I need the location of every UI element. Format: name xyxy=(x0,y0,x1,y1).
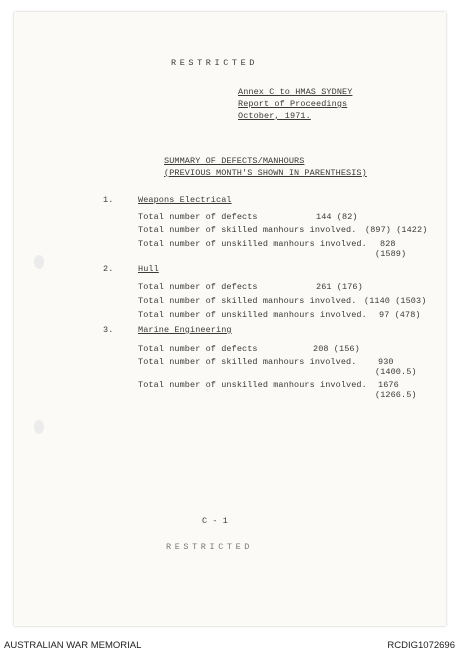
summary-subtitle: (PREVIOUS MONTH'S SHOWN IN PARENTHESIS) xyxy=(164,168,367,178)
row-value: 144 (82) xyxy=(316,212,358,222)
row-value: (1140 (1503) xyxy=(364,296,427,306)
row-value: 208 (156) xyxy=(313,344,360,354)
section-name: Weapons Electrical xyxy=(138,195,232,205)
section-name: Hull xyxy=(138,264,159,274)
section-name: Marine Engineering xyxy=(138,325,232,335)
section-number: 3. xyxy=(103,325,114,335)
row-label: Total number of defects xyxy=(138,282,258,292)
page-number: C - 1 xyxy=(202,516,229,526)
classification-bottom: RESTRICTED xyxy=(166,542,254,552)
row-value: 828 xyxy=(380,239,396,249)
archive-id: RCDIG1072696 xyxy=(387,640,455,651)
date-line: October, 1971. xyxy=(238,111,311,121)
archive-name: AUSTRALIAN WAR MEMORIAL xyxy=(4,640,142,651)
row-value-previous: (1589) xyxy=(375,249,407,259)
row-value: 1676 xyxy=(378,380,399,390)
row-label: Total number of skilled manhours involved. xyxy=(138,225,357,235)
row-value: 930 xyxy=(378,357,394,367)
row-value: 261 (176) xyxy=(316,282,363,292)
annex-line: Annex C to HMAS SYDNEY xyxy=(238,87,353,97)
summary-title: SUMMARY OF DEFECTS/MANHOURS xyxy=(164,156,305,166)
punch-hole xyxy=(34,420,44,434)
punch-hole xyxy=(34,255,44,269)
row-label: Total number of defects xyxy=(138,212,258,222)
row-value-previous: (1400.5) xyxy=(375,367,417,377)
row-value: 97 (478) xyxy=(379,310,421,320)
row-label: Total number of unskilled manhours involved. xyxy=(138,380,367,390)
row-value: (897) (1422) xyxy=(365,225,428,235)
row-label: Total number of skilled manhours involved. xyxy=(138,296,357,306)
row-label: Total number of unskilled manhours involved. xyxy=(138,310,367,320)
section-number: 2. xyxy=(103,264,114,274)
row-label: Total number of skilled manhours involved. xyxy=(138,357,357,367)
section-number: 1. xyxy=(103,195,114,205)
report-line: Report of Proceedings xyxy=(238,99,348,109)
archive-footer xyxy=(0,636,459,654)
row-value-previous: (1266.5) xyxy=(375,390,417,400)
row-label: Total number of defects xyxy=(138,344,258,354)
classification-top: RESTRICTED xyxy=(171,58,259,68)
row-label: Total number of unskilled manhours involved. xyxy=(138,239,367,249)
